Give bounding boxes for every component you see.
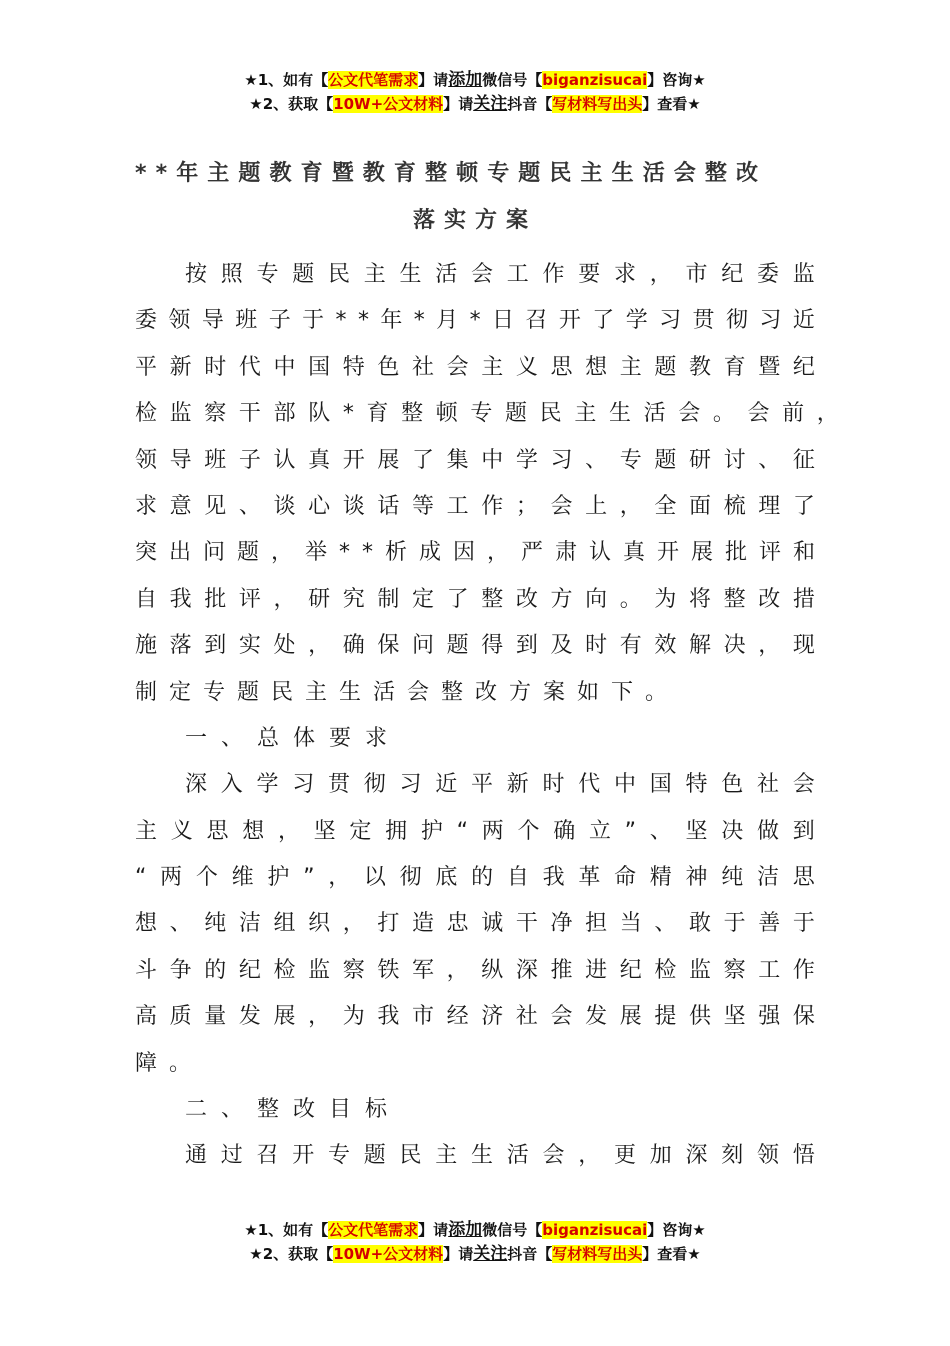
document-body bbox=[135, 252, 839, 1180]
promo-highlight: 公文代笔需求 bbox=[328, 71, 419, 89]
promo-text: 】查看★ bbox=[642, 95, 701, 113]
body-line: 深 入 学 习 贯 彻 习 近 平 新 时 代 中 国 特 色 社 会 bbox=[185, 772, 815, 798]
promo-text: 微信号【 bbox=[482, 71, 543, 89]
body-line: 按 照 专 题 民 主 生 活 会 工 作 要 求 ， 市 纪 委 监 bbox=[185, 262, 815, 287]
body-line: 制定专题民主生活会整改方案如下。 bbox=[135, 679, 680, 705]
body-line: 突 出 问 题 ， 举 * * 析 成 因 ， 严 肃 认 真 开 展 批 评 和 bbox=[135, 540, 815, 566]
body-line: 想 、 纯 洁 组 织 ， 打 造 忠 诚 干 净 担 当 、 敢 于 善 于 bbox=[135, 911, 815, 937]
promo-banner-top bbox=[0, 68, 950, 116]
promo-text: 】查看★ bbox=[642, 1245, 701, 1263]
promo-text: ★1、如有【 bbox=[244, 1221, 329, 1239]
promo-text: 】咨询★ bbox=[647, 71, 706, 89]
promo-highlight: 10W+公文材料 bbox=[333, 1245, 444, 1263]
body-line: 自 我 批 评 ， 研 究 制 定 了 整 改 方 向 。 为 将 整 改 措 bbox=[135, 586, 815, 612]
promo-douyin-id: 写材料写出头 bbox=[552, 1245, 643, 1263]
promo-wechat-id: biganzisucai bbox=[542, 71, 648, 89]
promo-underlined-text: 添加 bbox=[448, 70, 483, 90]
body-line: 障。 bbox=[135, 1050, 204, 1076]
promo-text: ★2、获取【 bbox=[249, 95, 334, 113]
promo-line-2 bbox=[0, 92, 950, 116]
promo-underlined-text: 关注 bbox=[473, 94, 508, 114]
promo-text: 微信号【 bbox=[482, 1221, 543, 1239]
promo-text: 】请 bbox=[418, 1221, 449, 1239]
body-line: 高 质 量 发 展 ， 为 我 市 经 济 社 会 发 展 提 供 坚 强 保 bbox=[135, 1004, 815, 1030]
promo-text: 】请 bbox=[418, 71, 449, 89]
body-line: 通 过 召 开 专 题 民 主 生 活 会 ， 更 加 深 刻 领 悟 bbox=[185, 1143, 815, 1169]
promo-line-1 bbox=[0, 68, 950, 92]
body-line: 检 监 察 干 部 队 * 育 整 顿 专 题 民 主 生 活 会 。 会 前 ， bbox=[135, 401, 839, 427]
body-line: 求 意 见 、 谈 心 谈 话 等 工 作 ； 会 上 ， 全 面 梳 理 了 bbox=[135, 493, 815, 519]
promo-text: 】咨询★ bbox=[647, 1221, 706, 1239]
promo-highlight: 公文代笔需求 bbox=[328, 1221, 419, 1239]
document-title-line-2: 落实方案 bbox=[412, 208, 537, 233]
promo-banner-bottom bbox=[0, 1218, 950, 1266]
promo-line-1 bbox=[0, 1218, 950, 1242]
promo-underlined-text: 关注 bbox=[473, 1244, 508, 1264]
body-line: 领 导 班 子 认 真 开 展 了 集 中 学 习 、 专 题 研 讨 、 征 bbox=[135, 447, 815, 473]
promo-highlight: 10W+公文材料 bbox=[333, 95, 444, 113]
body-line: “ 两 个 维 护 ” ， 以 彻 底 的 自 我 革 命 精 神 纯 洁 思 bbox=[135, 865, 815, 891]
promo-text: ★2、获取【 bbox=[249, 1245, 334, 1263]
promo-text: ★1、如有【 bbox=[244, 71, 329, 89]
body-line: 施 落 到 实 处 ， 确 保 问 题 得 到 及 时 有 效 解 决 ， 现 bbox=[135, 633, 815, 659]
promo-douyin-id: 写材料写出头 bbox=[552, 95, 643, 113]
section-heading-1: 一、总体要求 bbox=[185, 725, 402, 751]
promo-text: 抖音【 bbox=[507, 1245, 553, 1263]
promo-text: 】请 bbox=[443, 95, 474, 113]
body-line: 主 义 思 想 ， 坚 定 拥 护 “ 两 个 确 立 ” 、 坚 决 做 到 bbox=[135, 818, 815, 844]
promo-text: 抖音【 bbox=[507, 95, 553, 113]
body-line: 平 新 时 代 中 国 特 色 社 会 主 义 思 想 主 题 教 育 暨 纪 bbox=[135, 354, 815, 380]
promo-wechat-id: biganzisucai bbox=[542, 1221, 648, 1239]
section-heading-2: 二、整改目标 bbox=[185, 1097, 402, 1123]
body-line: 斗 争 的 纪 检 监 察 铁 军 ， 纵 深 推 进 纪 检 监 察 工 作 bbox=[135, 957, 815, 983]
promo-underlined-text: 添加 bbox=[448, 1220, 483, 1240]
body-line: 委 领 导 班 子 于 * * 年 * 月 * 日 召 开 了 学 习 贯 彻 习 近 bbox=[135, 308, 815, 334]
promo-text: 】请 bbox=[443, 1245, 474, 1263]
document-title-line-1: **年主题教育暨教育整顿专题民主生活会整改 bbox=[135, 161, 768, 186]
promo-line-2 bbox=[0, 1242, 950, 1266]
